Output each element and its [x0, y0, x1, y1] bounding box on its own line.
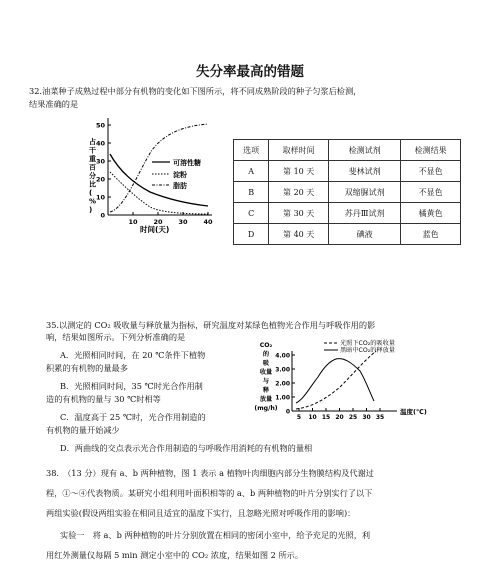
- q32-ylabel-char: %: [89, 197, 97, 206]
- q32-ylabel-char: 百: [89, 163, 96, 172]
- q35-option-a-line1: A．光照相同时间，在 20 ℃条件下植物: [60, 350, 206, 360]
- q32-y-tick-label: 50: [95, 121, 105, 130]
- q32-ylabel-char: 占: [89, 138, 96, 146]
- q32-stem-line1: 32.油菜种子成熟过程中部分有机物的变化如下图所示，将不同成熟阶段的种子匀浆后检测，: [29, 86, 362, 96]
- table-cell: 取样时间: [269, 140, 329, 161]
- q35-x-tick-label: 25: [348, 414, 358, 421]
- q32-x-tick-label: 10: [128, 218, 138, 226]
- q32-y-tick-label: 10: [95, 193, 105, 202]
- table-cell: 检测结果: [401, 140, 461, 161]
- q32-ylabel: [88, 137, 96, 214]
- q35-ylabel-part: 收量: [259, 369, 273, 376]
- table-row: [234, 203, 461, 224]
- q32-ylabel-char: 重: [89, 155, 96, 163]
- q32-ylabel-char: 比: [89, 180, 96, 189]
- q32-y-tick-label: 0: [100, 211, 105, 220]
- table-cell: 碘液: [329, 224, 401, 245]
- q32-table: [233, 139, 461, 245]
- q35-ylabel-part: 的: [262, 351, 270, 358]
- table-row: [234, 224, 461, 245]
- q35-y-tick-label: 0: [285, 408, 290, 416]
- q38-line4: 实验一 将 a、b 两种植物的叶片分别放置在相同的密闭小室中，给予充足的光照，利: [60, 530, 371, 540]
- q35-y-tick-label: 3.00: [275, 366, 290, 374]
- q32-ylabel-char: 干: [89, 146, 96, 155]
- q35-legend-light: 光照下CO₂的吸收量: [340, 340, 395, 347]
- q32-ylabel-char: 分: [89, 172, 96, 180]
- q35-y-tick-label: 1.00: [275, 394, 290, 402]
- table-cell: C: [234, 203, 269, 224]
- table-cell: 苏丹Ⅲ试剂: [329, 203, 401, 224]
- q35-stem-line2: 响，结果如图所示。下列分析准确的是: [46, 332, 186, 342]
- q35-y-tick-label: 4.00: [275, 352, 290, 360]
- q32-xlabel: 时间(天): [140, 225, 170, 234]
- q38-line2: 程，①～④代表物质。某研究小组利用叶面积相等的 a、b 两种植物的叶片分别实行了以下: [46, 488, 373, 498]
- q35-ylabel-part: CO₂: [259, 342, 273, 349]
- q32-ylabel-char: (: [89, 189, 93, 197]
- q38-line3: 两组实验(假设两组实验在相同且适宜的温度下实行，且忽略光照对呼吸作用的影响)：: [46, 508, 356, 518]
- q35-ylabel-part: 放量: [259, 396, 273, 403]
- q32-legend-starch: 淀粉: [173, 171, 187, 179]
- page-title: 失分率最高的错题: [196, 64, 304, 80]
- q38-line5: 用红外测量仪每隔 5 min 测定小室中的 CO₂ 浓度，结果如图 2 所示。: [46, 550, 304, 560]
- q35-option-d: D．两曲线的交点表示光合作用制造的与呼吸作用消耗的有机物的量相: [60, 443, 313, 453]
- q35-option-a-line2: 积累的有机物的量最多: [46, 363, 128, 373]
- q35-x-tick-label: 35: [375, 414, 385, 421]
- q32-y-tick-label: 20: [95, 175, 105, 184]
- q32-stem-line2: 结果准确的是: [29, 99, 79, 109]
- table-cell: 不显色: [401, 161, 461, 182]
- q35-chart: [252, 337, 457, 423]
- q35-option-c-line1: C．温度高于 25 ℃时，光合作用制造的: [60, 412, 206, 422]
- q35-xlabel: 温度(℃): [400, 408, 427, 416]
- q32-x-tick-label: 40: [203, 218, 213, 226]
- q38-line1: 38. （13 分）现有 a、b 两种植物，图 1 表示 a 植物叶肉细胞内部分生物膜结构及代谢过: [46, 468, 374, 478]
- table-cell: 选项: [234, 140, 269, 161]
- q35-y-tick-label: 2.00: [275, 380, 290, 388]
- q35-ylabel-part: 释: [262, 387, 270, 394]
- q32-curve-fat: [110, 124, 208, 212]
- table-cell: 第 20 天: [269, 182, 329, 203]
- table-cell: D: [234, 224, 269, 245]
- q35-ylabel-part: (mg/h): [254, 405, 278, 412]
- table-cell: 蓝色: [401, 224, 461, 245]
- table-row: [234, 161, 461, 182]
- q32-legend-sugar: 可溶性糖: [173, 159, 201, 167]
- q35-legend-dark: 黑暗中CO₂的释放量: [340, 347, 395, 354]
- q35-option-b-line2: 造的有机物的量与 30 ℃时相等: [46, 394, 161, 404]
- table-cell: 橘黄色: [401, 203, 461, 224]
- q32-x-tick-label: 30: [178, 218, 188, 226]
- q35-curve-dark-release: [296, 351, 376, 409]
- q35-ylabel-part: 与: [262, 378, 270, 385]
- table-cell: 不显色: [401, 182, 461, 203]
- table-cell: 第 10 天: [269, 161, 329, 182]
- q32-x-tick-label: 20: [153, 218, 163, 226]
- q35-x-tick-label: 10: [308, 414, 317, 421]
- q32-y-tick-label: 30: [95, 157, 105, 166]
- table-cell: 第 40 天: [269, 224, 329, 245]
- table-header-row: [234, 140, 461, 161]
- q35-x-tick-label: 5: [296, 414, 302, 421]
- q35-stem-line1: 35.以测定的 CO₂ 吸收量与释放量为指标，研究温度对某绿色植物光合作用与呼吸作用的影: [46, 320, 376, 330]
- q32-y-tick-label: 40: [95, 139, 105, 148]
- table-cell: 双缩脲试剂: [329, 182, 401, 203]
- table-cell: B: [234, 182, 269, 203]
- q35-ylabel-part: 吸: [262, 360, 270, 367]
- q35-option-c-line2: 有机物的量开始减少: [46, 425, 120, 435]
- q35-x-tick-label: 20: [335, 414, 344, 421]
- table-cell: 第 30 天: [269, 203, 329, 224]
- table-cell: A: [234, 161, 269, 182]
- q35-curve-light-absorption: [296, 359, 374, 403]
- q35-x-tick-label: 15: [321, 414, 331, 421]
- q32-ylabel-char: ): [89, 206, 93, 214]
- q32-legend-fat: 脂肪: [173, 182, 187, 190]
- q32-chart: [80, 112, 230, 237]
- q35-option-b-line1: B．光照相同时间，35 ℃时光合作用制: [60, 381, 203, 391]
- q35-x-tick-label: 30: [362, 414, 371, 421]
- table-cell: 斐林试剂: [329, 161, 401, 182]
- q32-curve-starch: [110, 172, 208, 214]
- table-row: [234, 182, 461, 203]
- table-cell: 检测试剂: [329, 140, 401, 161]
